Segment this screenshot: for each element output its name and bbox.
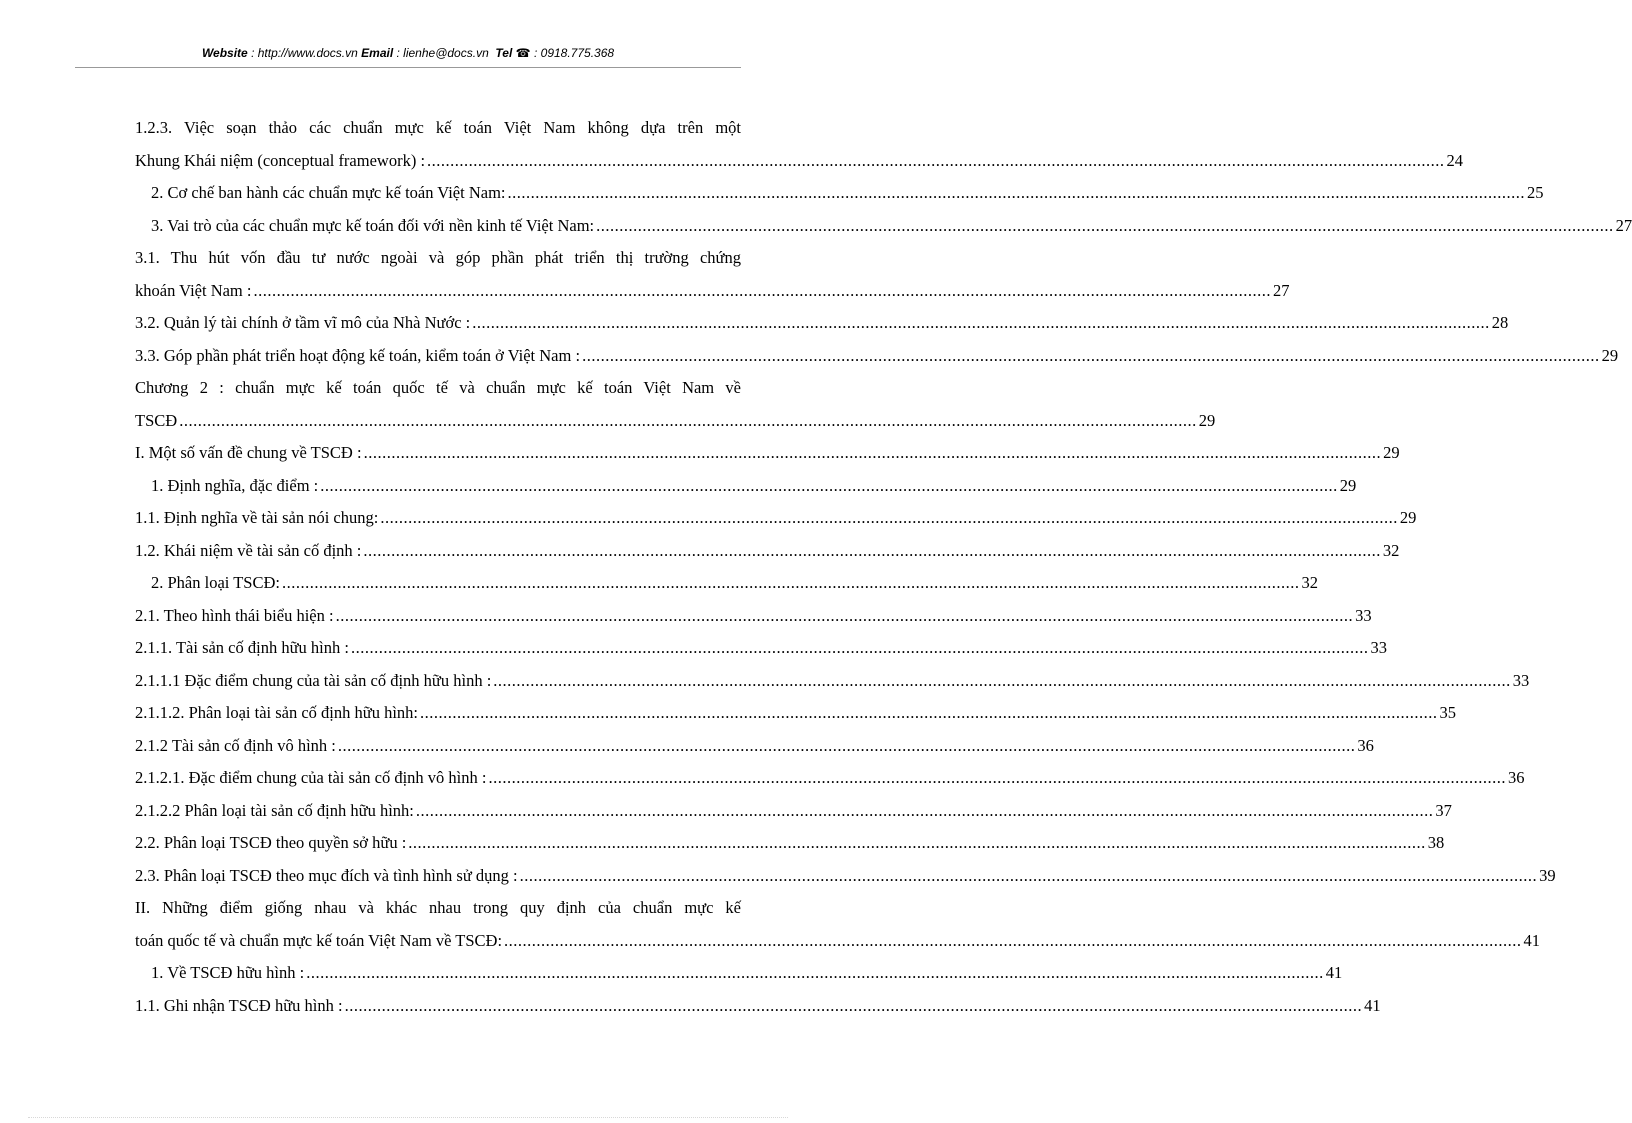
dot-leader: ............................................................................................................................................................................................................................ [306,963,1324,982]
tel-label: Tel [495,46,513,60]
toc-entry-title: 1. Định nghĩa, đặc điểm : [151,475,319,495]
page-header [0,46,816,60]
toc-entry[interactable] [135,470,1357,503]
toc-page-number: 29 [1601,345,1619,365]
toc-page-number: 36 [1507,768,1525,787]
toc-page-number: 33 [1355,605,1372,625]
toc-page-number: 33 [1370,638,1387,657]
toc-entry-title: 2.1.1.1 Đặc điểm chung của tài sản cố định hữu hình : [135,670,492,690]
toc-page-number: 35 [1439,703,1456,722]
toc-entry[interactable] [135,145,1464,178]
toc-page-number: 38 [1427,833,1445,852]
toc-entry-title: 2.1. Theo hình thái biểu hiện : [135,605,334,625]
dot-leader: ............................................................................................................................................................................................................................ [281,573,1300,592]
toc-page-number: 29 [1383,443,1400,462]
toc-page-number: 41 [1523,930,1541,950]
dot-leader: ............................................................................................................................................................................................................................ [363,540,1381,560]
email-link[interactable]: lienhe@docs.vn [403,46,489,60]
phone-icon: ☎ [515,46,531,60]
tel-number: 0918.775.368 [540,46,615,60]
toc-page-number: 32 [1301,573,1318,592]
email-label: Email [361,46,394,60]
toc-entry-title: 3. Vai trò của các chuẩn mực kế toán đối với nền kinh tế Việt Nam: [151,215,595,235]
dot-leader: ............................................................................................................................................................................................................................ [415,800,1434,820]
toc-page-number: 39 [1539,865,1556,885]
toc-entry[interactable] [135,827,1445,860]
toc-entry[interactable] [135,437,1400,470]
toc-page-number: 33 [1512,670,1530,690]
toc-entry-title: 3.3. Góp phần phát triển hoạt động kế toán, kiểm toán ở Việt Nam : [135,345,581,365]
toc-entry[interactable]: II. Những điểm giống nhau và khác nhau trong quy định của chuẩn mực kế [135,898,741,917]
toc-entry[interactable] [135,502,1417,535]
toc-entry[interactable] [135,990,1381,1023]
toc-entry-title: TSCĐ [135,410,178,430]
dot-leader: ............................................................................................................................................................................................................................ [488,768,1506,787]
toc-entry-title: 2. Phân loại TSCĐ: [151,573,280,592]
toc-page-number: 24 [1446,150,1464,170]
toc-page-number: 27 [1272,280,1290,300]
toc-entry-title: 2.1.1.2. Phân loại tài sản cố định hữu hình: [135,703,418,722]
toc-page-number: 32 [1382,540,1400,560]
toc-entry-title: 2.1.2 Tài sản cố định vô hình : [135,735,336,755]
dot-leader: ............................................................................................................................................................................................................................ [337,735,1356,755]
toc-entry-title: 2.1.2.2 Phân loại tài sản cố định hữu hình: [135,800,414,820]
toc-entry[interactable] [135,925,1541,958]
toc-entry-title: khoán Việt Nam : [135,280,252,300]
toc-entry-title: Khung Khái niệm (conceptual framework) : [135,150,426,170]
toc-entry[interactable] [135,405,1216,438]
dot-leader: ............................................................................................................................................................................................................................ [519,865,1538,885]
dot-leader: ............................................................................................................................................................................................................................ [344,995,1363,1015]
toc-entry[interactable]: 3.1. Thu hút vốn đầu tư nước ngoài và góp phần phát triển thị trường chứng [135,248,741,267]
header-divider [75,67,741,68]
dot-leader: ............................................................................................................................................................................................................................ [504,930,1522,950]
dot-leader: ............................................................................................................................................................................................................................ [335,605,1354,625]
website-sep: : [247,46,258,60]
toc-page-number: 41 [1364,995,1381,1015]
dot-leader: ............................................................................................................................................................................................................................ [179,410,1197,430]
dot-leader: ............................................................................................................................................................................................................................ [320,475,1338,495]
toc-page-number: 29 [1399,508,1417,527]
toc-entry-title: 2.1.1. Tài sản cố định hữu hình : [135,638,349,657]
dot-leader: ............................................................................................................................................................................................................................ [596,215,1614,235]
dot-leader: ............................................................................................................................................................................................................................ [408,833,1426,852]
toc-entry[interactable] [135,535,1400,568]
dot-leader: ............................................................................................................................................................................................................................ [507,183,1526,202]
toc-entry[interactable] [135,177,1544,210]
tel-sep: : [530,46,541,60]
dot-leader: ............................................................................................................................................................................................................................ [363,443,1382,462]
toc-entry[interactable] [135,210,1632,243]
toc-entry[interactable] [135,957,1343,990]
toc-entry[interactable] [135,762,1525,795]
toc-entry[interactable] [135,665,1530,698]
toc-page-number: 25 [1527,183,1544,202]
toc-entry-title: 2.2. Phân loại TSCĐ theo quyền sở hữu : [135,833,407,852]
toc-page-number: 29 [1198,410,1216,430]
toc-entry-title: 1.1. Định nghĩa về tài sản nói chung: [135,508,379,527]
toc-entry-title: 1. Về TSCĐ hữu hình : [151,963,305,982]
toc-entry[interactable] [135,275,1290,308]
dot-leader: ............................................................................................................................................................................................................................ [380,508,1398,527]
toc-page-number: 37 [1435,800,1452,820]
dot-leader: ............................................................................................................................................................................................................................ [427,150,1445,170]
toc-entry[interactable]: Chương 2 : chuẩn mực kế toán quốc tế và chuẩn mực kế toán Việt Nam về [135,378,741,397]
toc-entry[interactable] [135,730,1374,763]
footer-divider [28,1117,788,1118]
toc-entry[interactable] [135,632,1387,665]
toc-entry-title: 1.1. Ghi nhận TSCĐ hữu hình : [135,995,343,1015]
toc-entry[interactable]: 1.2.3. Việc soạn thảo các chuẩn mực kế toán Việt Nam không dựa trên một [135,118,741,137]
toc-entry-title: 3.2. Quản lý tài chính ở tầm vĩ mô của Nhà Nước : [135,313,471,332]
dot-leader: ............................................................................................................................................................................................................................ [350,638,1369,657]
toc-page-number: 28 [1491,313,1509,332]
toc-entry[interactable] [135,307,1509,340]
toc-entry-title: 2. Cơ chế ban hành các chuẩn mực kế toán Việt Nam: [151,183,506,202]
toc-entry[interactable] [135,697,1456,730]
toc-entry-title: I. Một số vấn đề chung về TSCĐ : [135,443,362,462]
toc-page-number: 36 [1357,735,1374,755]
toc-page-number: 29 [1339,475,1357,495]
website-link[interactable]: http://www.docs.vn [257,46,358,60]
toc-entry-title: 1.2. Khái niệm về tài sản cố định : [135,540,362,560]
email-sep: : [393,46,404,60]
dot-leader: ............................................................................................................................................................................................................................ [493,670,1511,690]
dot-leader: ............................................................................................................................................................................................................................ [420,703,1438,722]
toc-entry-title: 2.1.2.1. Đặc điểm chung của tài sản cố định vô hình : [135,768,487,787]
toc-entry[interactable] [135,340,1619,373]
dot-leader: ............................................................................................................................................................................................................................ [253,280,1271,300]
website-label: Website [201,46,248,60]
toc-page-number: 41 [1325,963,1343,982]
toc-page-number: 27 [1615,215,1632,235]
table-of-contents [135,112,1632,1022]
toc-entry[interactable] [135,795,1452,828]
dot-leader: ............................................................................................................................................................................................................................ [582,345,1600,365]
toc-entry[interactable] [135,860,1556,893]
dot-leader: ............................................................................................................................................................................................................................ [472,313,1490,332]
toc-entry[interactable] [135,567,1318,600]
toc-entry-title: 2.3. Phân loại TSCĐ theo mục đích và tình hình sử dụng : [135,865,518,885]
toc-entry[interactable] [135,600,1372,633]
toc-entry-title: toán quốc tế và chuẩn mực kế toán Việt Nam về TSCĐ: [135,930,503,950]
